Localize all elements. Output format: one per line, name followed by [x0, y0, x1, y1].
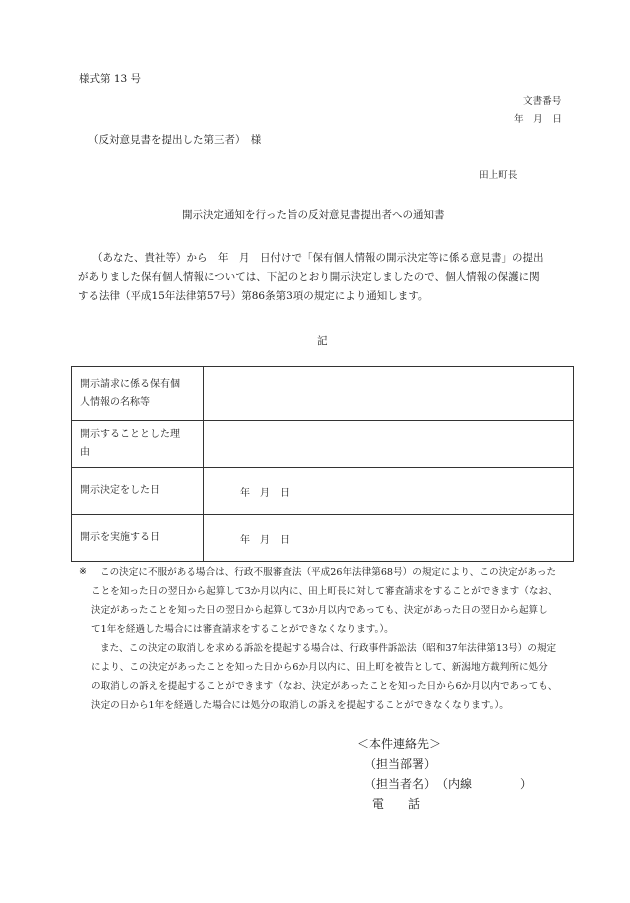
addressee: （反対意見書を提出した第三者） 様: [88, 134, 262, 146]
body-line: する法律（平成15年法律第57号）第86条第3項の規定により通知します。: [78, 290, 429, 302]
note-line: この決定に不服がある場合は、行政不服審査法（平成26年法律第68号）の規定により、この決定があった: [100, 567, 557, 578]
form-number: 様式第 13 号: [79, 73, 142, 85]
notice-title: 開示決定通知を行った旨の反対意見書提出者への通知書: [182, 209, 445, 221]
label-line: 人情報の名称等: [80, 396, 150, 408]
label-line: 開示することとした理: [80, 429, 180, 440]
table-row: [72, 515, 574, 562]
table-value: 年 月 日: [204, 515, 574, 562]
table-value: [204, 367, 574, 421]
label-line: 開示請求に係る保有個: [80, 378, 180, 390]
label-line: 由: [80, 447, 90, 458]
note-line: 決定があったことを知った日の翌日から起算して3か月以内であっても、決定があった日の翌日から起算し: [91, 605, 548, 616]
note-line: て1年を経過した場合には審査請求をすることができなくなります。）。: [91, 624, 394, 635]
note-line: により、この決定があったことを知った日から6か月以内に、田上町を被告として、新潟地方裁判所に処分: [91, 662, 548, 673]
note-line: の取消しの訴えを提起することができます（なお、決定があったことを知った日から6か月以内であっても、: [91, 681, 558, 692]
sender: 田上町長: [479, 170, 518, 181]
table-label: [72, 468, 204, 515]
table-label: [72, 367, 204, 421]
date-line: 年 月 日: [514, 114, 562, 125]
label-line: 開示を実施する日: [80, 532, 160, 543]
table-row: [72, 367, 574, 421]
ki-heading: 記: [317, 335, 328, 347]
table-row: [72, 468, 574, 515]
document-number-label: 文書番号: [523, 96, 562, 107]
table-row: [72, 421, 574, 468]
contact-header: ＜本件連絡先＞: [357, 737, 442, 751]
note-line: ことを知った日の翌日から起算して3か月以内に、田上町長に対して審査請求をすることができます（なお、: [91, 586, 558, 597]
contact-phone: 電 話: [372, 797, 421, 811]
note-mark: ※: [79, 566, 88, 577]
table-value: 年 月 日: [204, 468, 574, 515]
note-line: 決定の日から1年を経過した場合には処分の取消しの訴えを提起することができなくなります。）。: [91, 700, 509, 711]
label-line: 開示決定をした日: [80, 485, 160, 496]
table-label: [72, 515, 204, 562]
body-line: （あなた、貴社等）から 年 月 日付けで「保有個人情報の開示決定等に係る意見書」の提出: [92, 252, 544, 264]
note-paragraph-1: [91, 563, 558, 639]
table-label: [72, 421, 204, 468]
table-value: [204, 421, 574, 468]
contact-department: （担当部署）: [364, 757, 437, 771]
body-paragraph: [78, 249, 544, 306]
note-line: また、この決定の取消しを求める訴訟を提起する場合は、行政事件訴訟法（昭和37年法律第13号）の規定: [100, 643, 557, 654]
note-paragraph-2: [91, 639, 557, 715]
contact-person: （担当者名） （内線 ）: [364, 777, 533, 791]
info-table: [71, 366, 574, 562]
body-line: がありました保有個人情報については、下記のとおり開示決定しましたので、個人情報の保護に関: [78, 271, 540, 283]
